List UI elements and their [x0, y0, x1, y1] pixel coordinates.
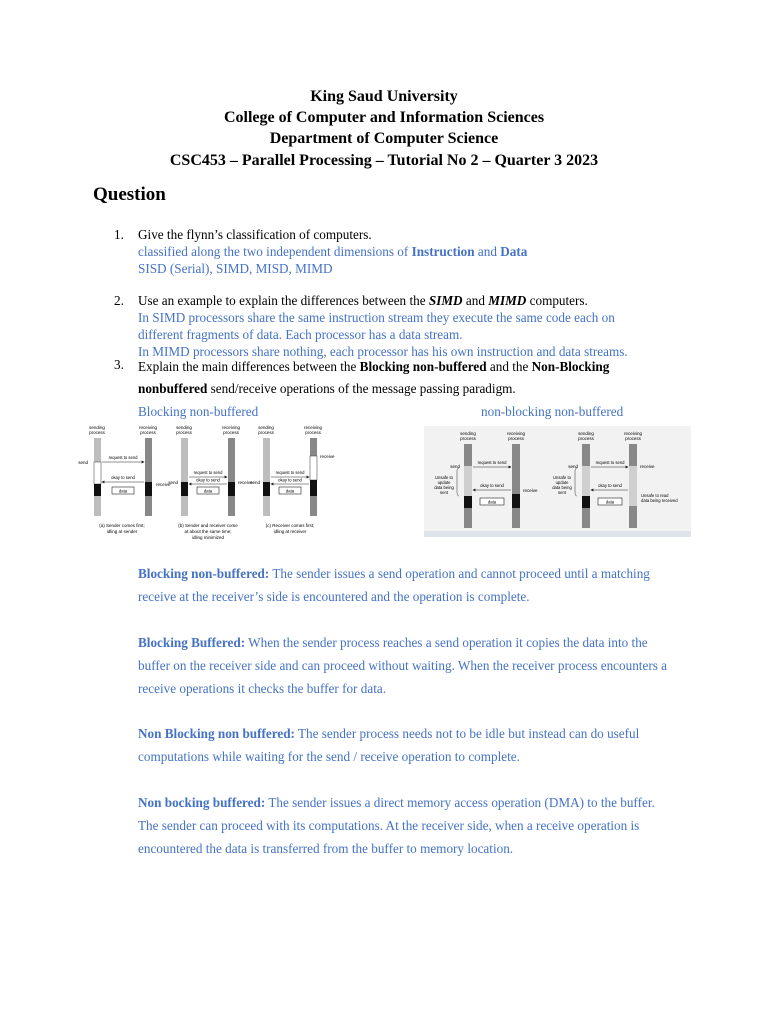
label-process: process — [140, 430, 156, 435]
sender-send — [181, 482, 188, 496]
label-process: process — [89, 430, 105, 435]
label-data: data — [203, 488, 213, 494]
question-text: Give the flynn’s classification of computers. — [138, 227, 372, 242]
label-receive: receive — [640, 464, 655, 469]
label-data: data — [118, 488, 128, 494]
paragraph-non-blocking-buffered — [138, 791, 678, 860]
label-process: process — [625, 436, 641, 441]
sender-bar — [94, 496, 101, 516]
paragraph-text: When the sender process reaches a send operation it copies the data into the buffer on the receiver side and can proceed without waiting. When the receiver process encounters a receive operations it checks the buffer for data. — [138, 635, 667, 696]
sender-bar — [263, 438, 270, 482]
university-name: King Saud University — [310, 88, 458, 105]
caption-blocking-non-buffered: Blocking non-buffered — [138, 404, 259, 419]
label-send: send — [250, 480, 260, 485]
answer-line: In SIMD processors share the same instruction stream they execute the same code each on — [138, 310, 615, 325]
label-process: process — [305, 430, 321, 435]
panel-b — [168, 425, 253, 540]
label-data: data — [487, 499, 497, 505]
label-process: process — [460, 436, 476, 441]
label-unsafe-read: data being received — [641, 498, 678, 503]
label-process: process — [508, 436, 524, 441]
label-request: request to send — [193, 470, 223, 475]
paragraph-text: The sender issues a direct memory access operation (DMA) to the buffer. The sender can proceed with its computations. At the receiver side, when a receive operation is encountered the data is transferred from the buffer to memory location. — [138, 795, 655, 856]
caption-b: idling minimized — [191, 535, 225, 540]
sender-unsafe — [464, 466, 472, 496]
label-unsafe: data being — [552, 485, 572, 490]
caption-a: idling at sender — [106, 529, 138, 534]
label-process: process — [223, 430, 239, 435]
label-okay: okay to send — [111, 475, 135, 480]
label-send: send — [450, 464, 460, 469]
label-sending: sending — [89, 425, 105, 430]
question-bold: nonbuffered — [138, 381, 208, 396]
receiver-bar — [228, 496, 235, 516]
sender-send — [263, 482, 270, 496]
receiver-bar — [310, 496, 317, 516]
question-text-part: Use an example to explain the differences between the — [138, 293, 429, 308]
label-request: request to send — [477, 460, 507, 465]
sender-unsafe — [582, 466, 590, 496]
panel-left — [434, 431, 538, 528]
question-text — [138, 378, 690, 400]
paragraph-title: Blocking non-buffered: — [138, 566, 270, 581]
receiver-bar — [145, 496, 152, 516]
panel-a — [78, 425, 171, 534]
label-unsafe-read: Unsafe to read — [641, 493, 669, 498]
label-receiving: receiving — [221, 425, 241, 430]
receiver-receive — [228, 482, 235, 496]
receiver-bar — [310, 438, 317, 456]
label-receiving: receiving — [303, 425, 323, 430]
label-unsafe: data being — [434, 485, 454, 490]
label-sending: sending — [578, 431, 594, 436]
unsafe-brace — [575, 468, 577, 496]
sender-bar — [464, 508, 472, 528]
label-okay: okay to send — [278, 477, 302, 483]
label-data: data — [285, 488, 295, 494]
label-send: send — [78, 460, 88, 465]
department-name: Department of Computer Science — [269, 130, 499, 148]
label-send: send — [568, 464, 578, 469]
sender-send — [464, 496, 472, 508]
answer-text: and — [474, 244, 501, 259]
paragraph-blocking-non-buffered — [138, 562, 678, 608]
answer-text: classified along the two independent dimensions of — [138, 244, 412, 259]
label-sending: sending — [460, 431, 476, 436]
label-receiving: receiving — [506, 431, 526, 436]
label-process: process — [578, 436, 594, 441]
label-unsafe: sent — [440, 490, 448, 495]
answer-bold: Data — [500, 244, 528, 259]
receiver-bar — [629, 506, 637, 528]
label-okay: okay to send — [480, 483, 504, 488]
label-sending: sending — [176, 425, 192, 430]
answer-bold: Instruction — [411, 244, 475, 259]
label-receive: receive — [523, 488, 538, 493]
label-send: send — [168, 480, 178, 485]
paragraph-blocking-buffered — [138, 631, 678, 700]
question-bold: MIMD — [488, 293, 527, 308]
question-bold: Non-Blocking — [531, 359, 610, 374]
label-unsafe: Unsafe to — [435, 475, 453, 480]
receiver-receive — [512, 494, 520, 508]
paragraph-text: The sender process needs not to be idle but instead can do useful computations while waiting for the send / receive operation to complete. — [138, 726, 640, 764]
question-3 — [114, 356, 690, 400]
label-okay: okay to send — [196, 477, 220, 483]
label-receive: receive — [156, 482, 171, 487]
label-receive: receive — [320, 454, 335, 459]
course-title: CSC453 – Parallel Processing – Tutorial No 2 – Quarter 3 2023 — [169, 151, 599, 169]
question-2 — [114, 292, 690, 360]
figure-non-blocking-non-buffered — [424, 426, 691, 537]
label-process: process — [176, 430, 192, 435]
college-name: College of Computer and Information Sciences — [223, 109, 545, 127]
question-text-part: send/receive operations of the message passing paradigm. — [207, 381, 516, 396]
question-bold: Blocking non-buffered — [359, 359, 487, 374]
receiver-bar — [145, 438, 152, 482]
question-text-part: and — [462, 293, 489, 308]
label-request: request to send — [108, 455, 138, 460]
answer-line: different fragments of data. Each processor has a data stream. — [138, 327, 463, 342]
question-text — [138, 356, 690, 378]
question-number: 1. — [114, 227, 124, 242]
receiver-bar — [629, 444, 637, 466]
question-bold: SIMD — [428, 293, 463, 308]
label-sending: sending — [258, 425, 274, 430]
sender-send — [94, 484, 101, 496]
label-unsafe: update — [437, 480, 451, 485]
receiver-bar — [512, 508, 520, 528]
label-receiving: receiving — [623, 431, 643, 436]
caption-b: at about the same time; — [184, 529, 232, 534]
receiver-idle — [310, 456, 317, 480]
question-number: 2. — [114, 293, 124, 308]
sender-bar — [94, 438, 101, 462]
paragraph-title: Blocking Buffered: — [138, 635, 246, 650]
question-text-part: and the — [486, 359, 532, 374]
receiver-bar — [512, 444, 520, 494]
question-text-part: computers. — [526, 293, 588, 308]
paragraph-text: The sender issues a send operation and cannot proceed until a matching receive at the receiver’s side is encountered and the operation is complete. — [138, 566, 650, 604]
label-unsafe: update — [555, 480, 569, 485]
sender-bar — [181, 438, 188, 482]
sender-bar — [464, 444, 472, 466]
sender-bar — [582, 508, 590, 528]
label-receiving: receiving — [138, 425, 158, 430]
question-number: 3. — [114, 357, 124, 372]
section-title: Question — [93, 184, 166, 205]
question-text — [138, 292, 690, 309]
caption-c: idling at receiver — [273, 529, 307, 534]
receiver-receive — [145, 482, 152, 496]
paragraph-title: Non bocking buffered: — [138, 795, 266, 810]
question-1 — [114, 226, 690, 277]
figure-blocking-non-buffered — [78, 424, 338, 548]
label-request: request to send — [275, 470, 305, 475]
sender-bar — [582, 444, 590, 466]
paragraph-title: Non Blocking non buffered: — [138, 726, 295, 741]
blocking-diagram — [78, 424, 338, 548]
sender-bar — [263, 496, 270, 516]
caption-a: (a) Sender comes first; — [99, 523, 145, 528]
label-process: process — [258, 430, 274, 435]
question-text-part: Explain the main differences between the — [138, 359, 360, 374]
label-data: data — [605, 499, 615, 505]
label-okay: okay to send — [598, 483, 622, 488]
receiver-receive — [310, 480, 317, 496]
answer-line: In MIMD processors share nothing, each processor has his own instruction and data streams. — [138, 344, 628, 359]
label-unsafe: sent — [558, 490, 566, 495]
caption-non-blocking-non-buffered: non-blocking non-buffered — [481, 404, 624, 419]
label-unsafe: Unsafe to — [553, 475, 571, 480]
panel-right — [552, 431, 678, 528]
document-header — [0, 86, 768, 171]
figure-bottom-strip — [424, 531, 691, 537]
caption-c: (c) Receiver comes first; — [265, 523, 315, 528]
label-receive: receive — [238, 480, 253, 485]
sender-bar — [181, 496, 188, 516]
paragraph-non-blocking-non-buffered — [138, 722, 678, 768]
non-blocking-diagram — [424, 426, 691, 537]
panel-c — [250, 425, 335, 534]
receiver-unsafe — [629, 466, 637, 506]
sender-send — [582, 496, 590, 508]
receiver-bar — [228, 438, 235, 482]
answer-line — [138, 243, 690, 260]
caption-b: (b) Sender and receiver come — [178, 523, 238, 528]
unsafe-brace — [457, 468, 459, 496]
sender-idle — [94, 462, 101, 484]
answer-line: SISD (Serial), SIMD, MISD, MIMD — [138, 261, 333, 276]
label-request: request to send — [595, 460, 625, 465]
